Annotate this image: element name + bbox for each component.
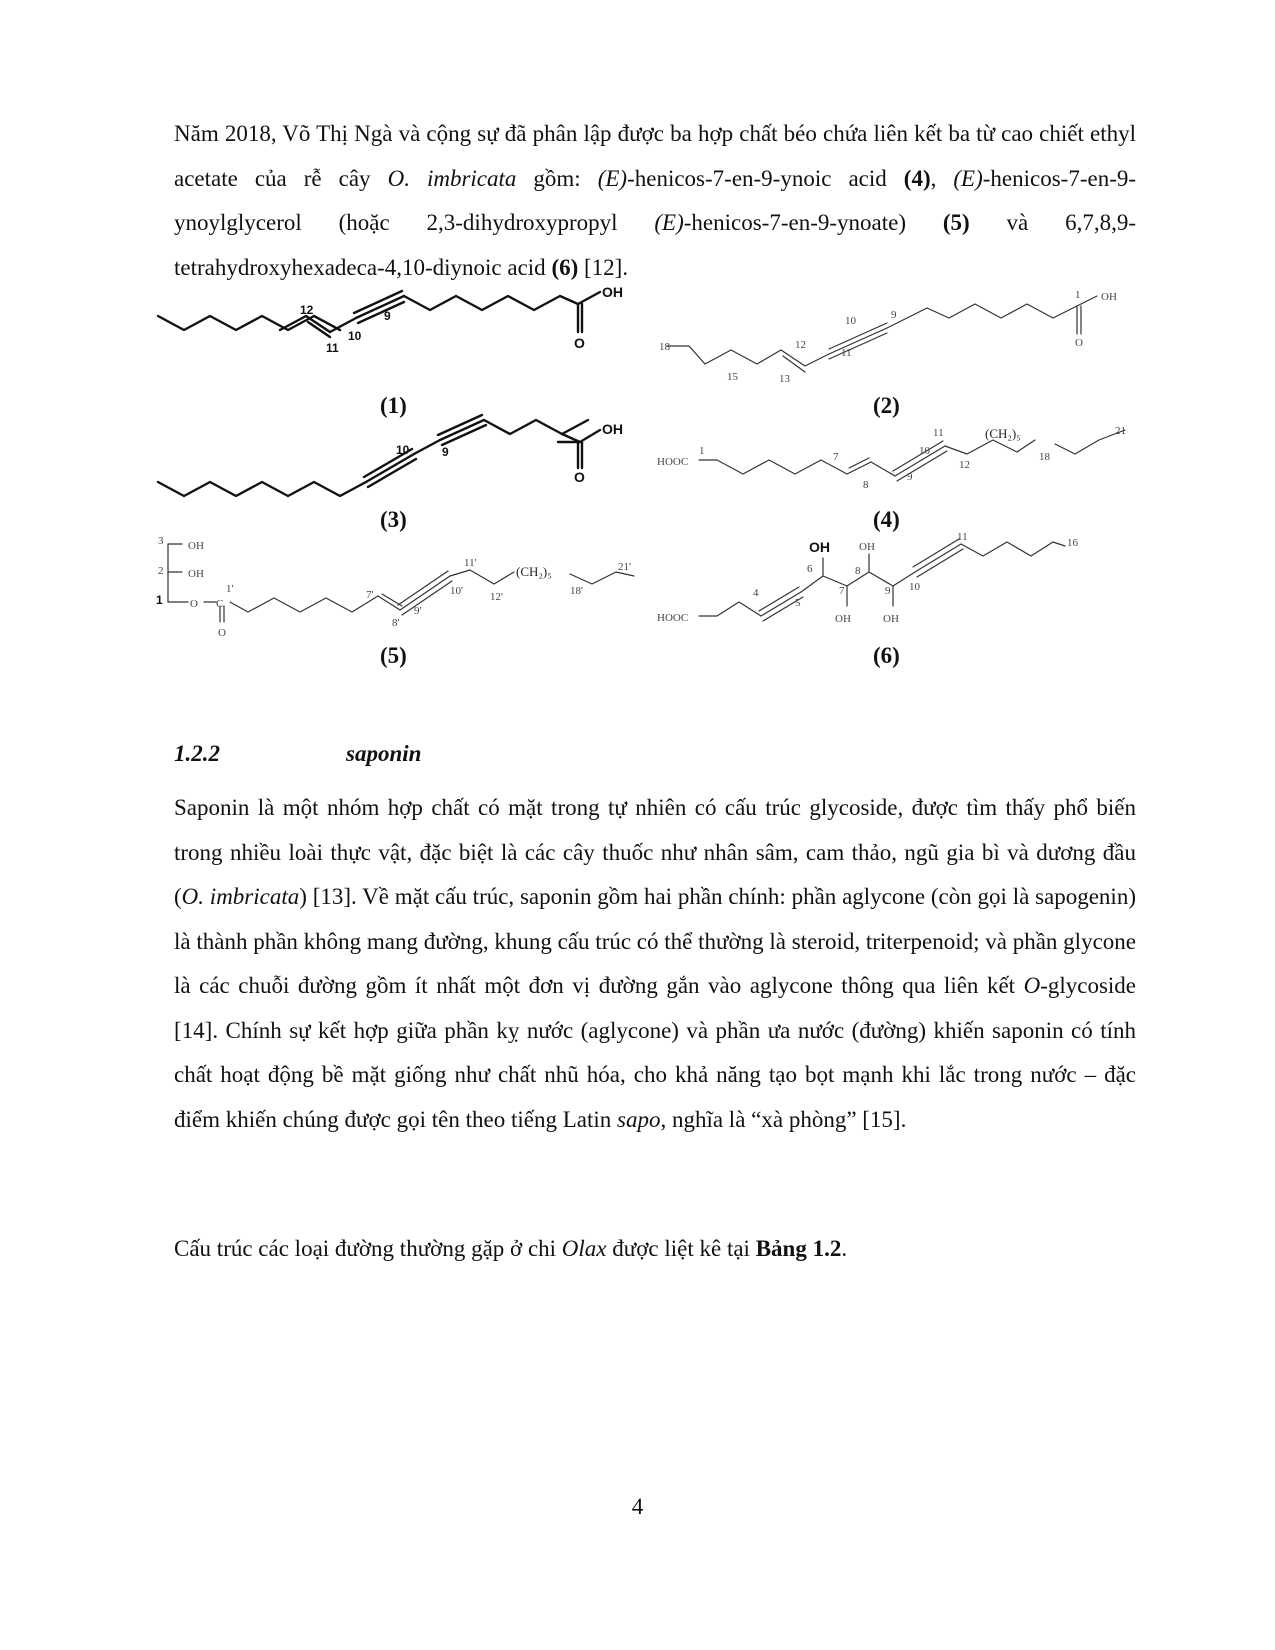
caption-2: (2) bbox=[873, 393, 900, 418]
atom-1-label: 1 bbox=[699, 445, 705, 457]
ch2-label: (CH₂)₅ bbox=[985, 426, 1021, 441]
italic-text-run: O. imbricata bbox=[387, 165, 517, 191]
o-label: O bbox=[574, 335, 585, 351]
oh-label: OH bbox=[602, 421, 623, 437]
text-run: Cấu trúc các loại đường thường gặp ở chi bbox=[174, 1236, 562, 1261]
atom-11-label: 11 bbox=[957, 531, 968, 543]
bold-text-run: (5) bbox=[942, 210, 970, 235]
atom-1-label: 1 bbox=[1075, 289, 1081, 301]
atom-7-label: 7 bbox=[839, 585, 845, 597]
oh-8-label: OH bbox=[859, 541, 875, 553]
o-label: O bbox=[1075, 337, 1083, 349]
caption-6: (6) bbox=[873, 643, 900, 668]
caption-5: (5) bbox=[380, 643, 407, 668]
page-number: 4 bbox=[631, 1494, 644, 1519]
text-run: Saponin là một nhóm hợp chất có mặt trong tự nhiên có cấu trúc glycoside, được tìm thấy phổ biến trong nhiều loài thực vật, đặc biệt là các cây thuốc như nhân sâm, cam thảo, ngũ gia bì và dương đầu ( bbox=[174, 795, 1136, 909]
atom-9-label: 9 bbox=[442, 445, 449, 459]
italic-text-run: (E) bbox=[654, 210, 684, 235]
atom-9p-label: 9' bbox=[414, 605, 422, 617]
structure-2 bbox=[655, 284, 1135, 394]
atom-10-label: 10 bbox=[909, 581, 920, 593]
atom-8-label: 8 bbox=[855, 565, 861, 577]
text-run: , nghĩa là “xà phòng” [15]. bbox=[660, 1106, 907, 1132]
atom-15-label: 15 bbox=[727, 371, 738, 383]
o-label: O bbox=[574, 469, 585, 485]
atom-7p-label: 7' bbox=[366, 589, 374, 601]
bold-text-run: (4) bbox=[903, 165, 931, 191]
caption-3: (3) bbox=[380, 507, 407, 532]
atom-6-label: 6 bbox=[807, 563, 813, 575]
text-run: gồm: bbox=[516, 165, 598, 191]
oh-7-label: OH bbox=[835, 613, 851, 625]
italic-text-run: sapo bbox=[617, 1106, 661, 1132]
bold-text-run: Bảng 1.2 bbox=[755, 1236, 842, 1261]
atom-9-label: 9 bbox=[891, 309, 897, 321]
structure-4 bbox=[655, 420, 1135, 500]
atom-18-label: 18 bbox=[659, 341, 670, 353]
paragraph-sugar-structures bbox=[174, 1227, 1136, 1272]
atom-9-label: 9 bbox=[907, 471, 913, 483]
oh-6-label: OH bbox=[809, 539, 830, 555]
atom-10-label: 10 bbox=[919, 445, 930, 457]
text-run: được liệt kê tại bbox=[606, 1236, 756, 1261]
atom-18-label: 18 bbox=[1039, 451, 1050, 463]
structure-6 bbox=[655, 530, 1135, 640]
atom-12-label: 12 bbox=[300, 303, 314, 317]
atom-11-label: 11 bbox=[933, 427, 944, 439]
atom-9-label: 9 bbox=[384, 309, 391, 323]
atom-10-label: 10 bbox=[845, 315, 856, 327]
atom-11-label: 11 bbox=[326, 341, 339, 355]
atom-9-label: 9 bbox=[885, 585, 891, 597]
text-run: -glycoside [14]. Chính sự kết hợp giữa phần kỵ nước (aglycone) và phần ưa nước (đường) khiến saponin có tính chất hoạt động bề mặt giống như chất nhũ hóa, cho khả năng tạo bọt mạnh khi lắc trong nước – đặc điểm khiến chúng được gọi tên theo tiếng Latin bbox=[174, 973, 1136, 1132]
atom-3-label: 3 bbox=[158, 535, 164, 547]
text-run: Năm 2018, Võ Thị Ngà và cộng sự đã phân lập được ba hợp chất béo chứa liên kết ba từ cao chiết ethyl acetate của rễ cây bbox=[174, 121, 1136, 191]
bold-text-run: (6) bbox=[551, 254, 579, 280]
oh-label: OH bbox=[1101, 291, 1117, 303]
atom-21p-label: 21' bbox=[618, 561, 631, 573]
text-run: , bbox=[930, 165, 954, 191]
structure-1 bbox=[150, 282, 630, 362]
atom-12-label: 12 bbox=[959, 459, 970, 471]
oh-2-label: OH bbox=[188, 568, 204, 580]
section-number: 1.2.2 bbox=[174, 741, 220, 766]
atom-1p-label: 1' bbox=[226, 583, 234, 595]
atom-8-label: 8 bbox=[863, 479, 869, 491]
carbonyl-o-label: O bbox=[218, 627, 226, 639]
atom-13-label: 13 bbox=[779, 373, 790, 385]
structure-5 bbox=[150, 530, 640, 640]
atom-21-label: 21 bbox=[1115, 425, 1126, 437]
atom-18p-label: 18' bbox=[570, 585, 583, 597]
text-run: -henicos-7-en-9-ynoate) bbox=[683, 210, 943, 235]
carbonyl-c-label: C bbox=[216, 598, 224, 610]
paragraph-intro bbox=[174, 112, 1136, 290]
oh-9-label: OH bbox=[883, 613, 899, 625]
atom-4-label: 4 bbox=[753, 587, 759, 599]
hooc-label: HOOC bbox=[657, 456, 689, 468]
atom-2-label: 2 bbox=[158, 565, 164, 577]
atom-11p-label: 11' bbox=[464, 557, 477, 569]
oh-3-label: OH bbox=[188, 540, 204, 552]
text-run: ) [13]. Về mặt cấu trúc, saponin gồm hai phần chính: phần aglycone (còn gọi là sapogenin) là thành phần không mang đường, khung cấu trúc có thể thường là steroid, triterpenoid; và phần glycone là các chuỗi đường gồm ít nhất một đơn vị đường gắn vào aglycone thông qua liên kết bbox=[174, 884, 1136, 998]
atom-7-label: 7 bbox=[833, 451, 839, 463]
atom-16-label: 16 bbox=[1067, 537, 1078, 549]
atom-8p-label: 8' bbox=[392, 617, 400, 629]
atom-10-label: 10 bbox=[396, 443, 410, 457]
paragraph-saponin bbox=[174, 786, 1136, 1142]
italic-text-run: O bbox=[1023, 973, 1041, 998]
atom-12-label: 12 bbox=[795, 339, 806, 351]
atom-10p-label: 10' bbox=[450, 585, 463, 597]
text-run: -henicos-7-en-9-ynoylglycerol (hoặc 2,3-dihydroxypropyl bbox=[174, 165, 1137, 235]
atom-11-label: 11 bbox=[841, 347, 852, 359]
atom-12p-label: 12' bbox=[490, 591, 503, 603]
text-run: . bbox=[841, 1236, 848, 1261]
ch2-label: (CH₂)₅ bbox=[516, 564, 552, 579]
italic-text-run: (E) bbox=[953, 165, 983, 191]
text-run: [12]. bbox=[578, 254, 629, 280]
oh-label: OH bbox=[602, 284, 623, 300]
text-run: và 6,7,8,9-tetrahydroxyhexadeca-4,10-diynoic acid bbox=[174, 210, 1136, 280]
caption-1: (1) bbox=[380, 393, 407, 418]
italic-text-run: O. imbricata bbox=[181, 884, 300, 909]
italic-text-run: (E) bbox=[597, 165, 628, 191]
hooc-label: HOOC bbox=[657, 612, 689, 624]
atom-5-label: 5 bbox=[795, 597, 801, 609]
atom-10-label: 10 bbox=[348, 329, 362, 343]
text-run: -henicos-7-en-9-ynoic acid bbox=[627, 165, 904, 191]
structure-3 bbox=[150, 412, 630, 502]
caption-4: (4) bbox=[873, 507, 900, 532]
section-title: saponin bbox=[346, 741, 422, 766]
italic-text-run: Olax bbox=[561, 1236, 607, 1261]
atom-1-label: 1 bbox=[156, 593, 163, 607]
ester-o-label: O bbox=[190, 598, 198, 610]
